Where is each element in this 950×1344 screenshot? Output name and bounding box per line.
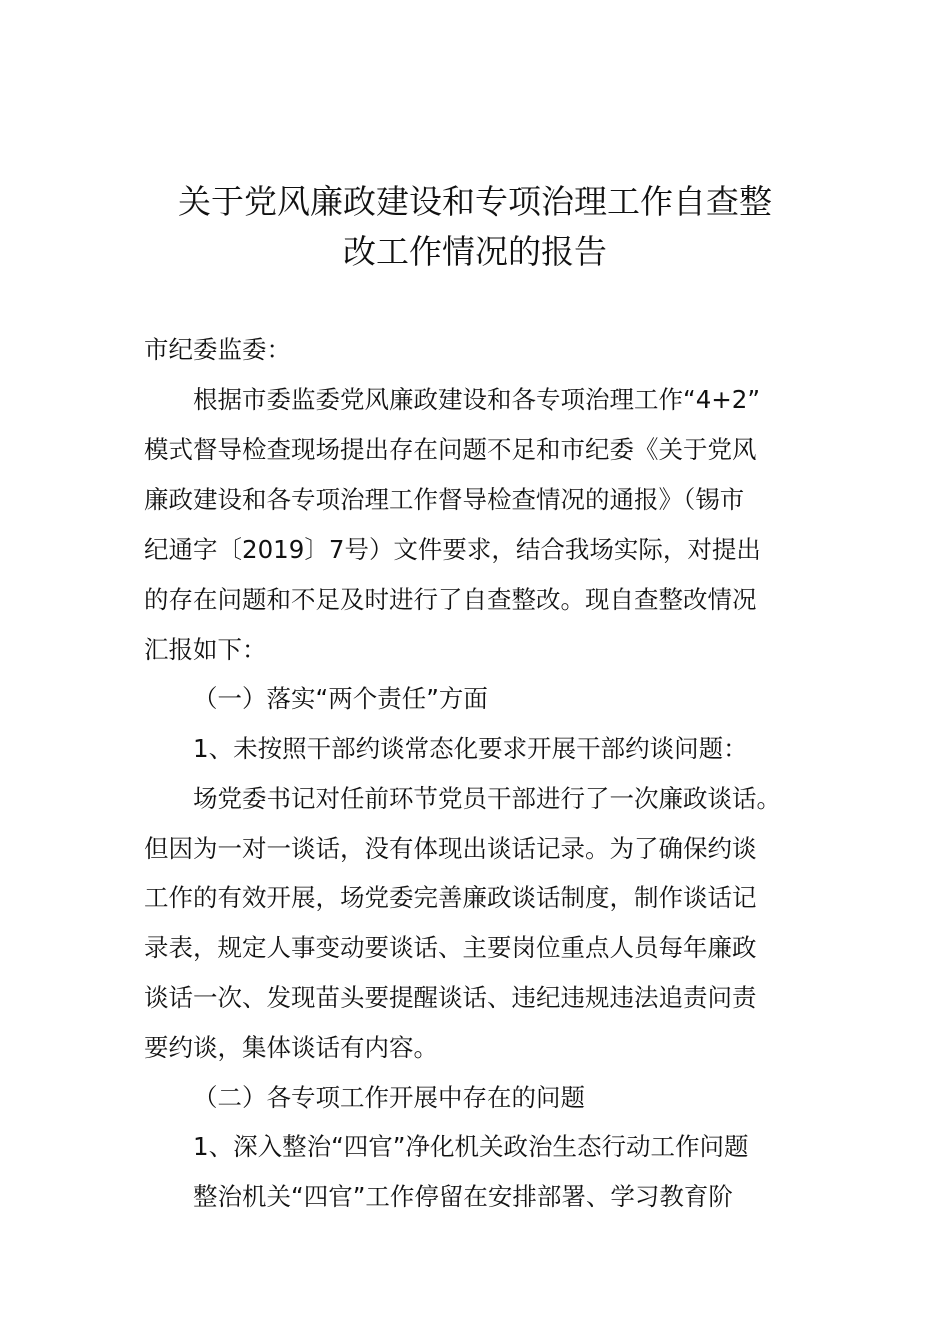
body-line: 的存在问题和不足及时进行了自查整改。现自查整改情况 bbox=[144, 585, 757, 614]
document-title-line-2: 改工作情况的报告 bbox=[343, 232, 607, 271]
body-line: 纪通字〔2019〕7号）文件要求，结合我场实际，对提出 bbox=[144, 535, 761, 564]
body-line: 汇报如下： bbox=[144, 635, 267, 664]
body-line: 但因为一对一谈话，没有体现出谈话记录。为了确保约谈 bbox=[144, 834, 757, 863]
section-heading: （一）落实“两个责任”方面 bbox=[193, 684, 488, 713]
item-heading: 1、深入整治“四官”净化机关政治生态行动工作问题 bbox=[193, 1132, 749, 1161]
body-line: 录表，规定人事变动要谈话、主要岗位重点人员每年廉政 bbox=[144, 933, 757, 962]
body-line: 场党委书记对任前环节党员干部进行了一次廉政谈话。 bbox=[193, 784, 781, 813]
body-line: 模式督导检查现场提出存在问题不足和市纪委《关于党风 bbox=[144, 435, 757, 464]
salutation: 市纪委监委： bbox=[144, 335, 291, 364]
body-line: 要约谈，集体谈话有内容。 bbox=[144, 1033, 438, 1062]
section-heading: （二）各专项工作开展中存在的问题 bbox=[193, 1083, 585, 1112]
body-line: 根据市委监委党风廉政建设和各专项治理工作“4+2” bbox=[193, 385, 761, 414]
body-line: 整治机关“四官”工作停留在安排部署、学习教育阶 bbox=[193, 1182, 733, 1211]
body-line: 工作的有效开展，场党委完善廉政谈话制度，制作谈话记 bbox=[144, 883, 757, 912]
document-title-line-1: 关于党风廉政建设和专项治理工作自查整 bbox=[178, 182, 772, 221]
body-line: 谈话一次、发现苗头要提醒谈话、违纪违规违法追责问责 bbox=[144, 983, 757, 1012]
item-heading: 1、未按照干部约谈常态化要求开展干部约谈问题： bbox=[193, 734, 748, 763]
body-line: 廉政建设和各专项治理工作督导检查情况的通报》（锡市 bbox=[144, 485, 745, 514]
